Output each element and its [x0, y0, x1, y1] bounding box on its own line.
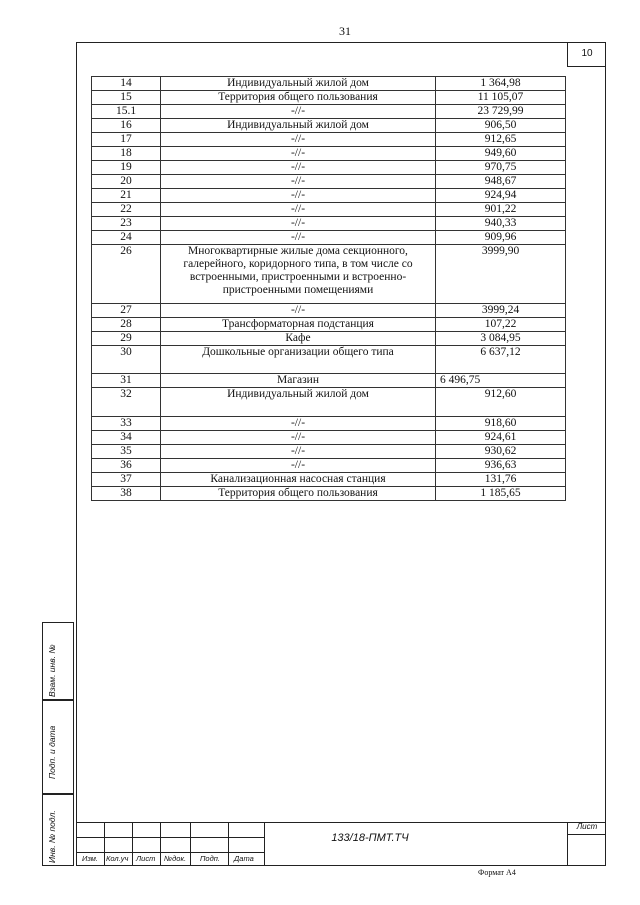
- side-label-vzam-inv: Взам. инв. №: [47, 644, 57, 697]
- row-name: -//-: [161, 105, 436, 119]
- table-row: [92, 175, 566, 189]
- row-number: 28: [92, 318, 161, 332]
- row-area: 940,33: [436, 217, 566, 231]
- row-name: Индивидуальный жилой дом: [161, 77, 436, 91]
- row-name: -//-: [161, 431, 436, 445]
- row-name: -//-: [161, 203, 436, 217]
- table-row: [92, 459, 566, 473]
- row-area: 107,22: [436, 318, 566, 332]
- side-label-inv-podl: Инв. № подл.: [47, 810, 57, 863]
- row-number: 27: [92, 304, 161, 318]
- row-number: 29: [92, 332, 161, 346]
- table-row: [92, 487, 566, 501]
- col-izm-label: Изм.: [82, 854, 98, 863]
- row-area: 3999,90: [436, 245, 566, 304]
- row-area: 924,94: [436, 189, 566, 203]
- row-number: 17: [92, 133, 161, 147]
- row-name: -//-: [161, 175, 436, 189]
- table-row: [92, 217, 566, 231]
- table-row: [92, 231, 566, 245]
- row-number: 21: [92, 189, 161, 203]
- row-number: 15.1: [92, 105, 161, 119]
- row-number: 18: [92, 147, 161, 161]
- document-code: 133/18-ПМТ.ТЧ: [331, 832, 409, 844]
- row-area: 1 185,65: [436, 487, 566, 501]
- row-name: Магазин: [161, 374, 436, 388]
- row-name: Территория общего пользования: [161, 487, 436, 501]
- col-list-label: Лист: [136, 854, 156, 863]
- row-name: Индивидуальный жилой дом: [161, 388, 436, 417]
- row-area: 948,67: [436, 175, 566, 189]
- row-name: Многоквартирные жилые дома секционного, галерейного, коридорного типа, в том числе со встроенными, пристроенными и встроенно-пристроенными помещениями: [161, 245, 436, 304]
- table-row: [92, 133, 566, 147]
- row-name: Трансформаторная подстанция: [161, 318, 436, 332]
- row-name: -//-: [161, 161, 436, 175]
- table-row: [92, 318, 566, 332]
- page-number: 31: [339, 24, 351, 38]
- col-podp-label: Подп.: [200, 854, 220, 863]
- row-area: 909,96: [436, 231, 566, 245]
- table-row: [92, 91, 566, 105]
- col-ndok-label: №док.: [164, 854, 187, 863]
- row-area: 3 084,95: [436, 332, 566, 346]
- area-table: [91, 76, 566, 501]
- row-number: 19: [92, 161, 161, 175]
- row-area: 11 105,07: [436, 91, 566, 105]
- table-row: [92, 374, 566, 388]
- row-area: 912,65: [436, 133, 566, 147]
- row-area: 924,61: [436, 431, 566, 445]
- row-number: 30: [92, 346, 161, 374]
- row-number: 32: [92, 388, 161, 417]
- table-row: [92, 445, 566, 459]
- row-area: 936,63: [436, 459, 566, 473]
- table-row: [92, 105, 566, 119]
- row-number: 35: [92, 445, 161, 459]
- row-name: Индивидуальный жилой дом: [161, 119, 436, 133]
- table-row: [92, 388, 566, 417]
- row-name: -//-: [161, 417, 436, 431]
- format-label: Формат А4: [478, 868, 516, 877]
- row-name: -//-: [161, 147, 436, 161]
- row-name: Дошкольные организации общего типа: [161, 346, 436, 374]
- table-row: [92, 189, 566, 203]
- table-row: [92, 473, 566, 487]
- row-number: 38: [92, 487, 161, 501]
- row-area: 3999,24: [436, 304, 566, 318]
- row-area: 930,62: [436, 445, 566, 459]
- row-area: 131,76: [436, 473, 566, 487]
- table-row: [92, 304, 566, 318]
- row-number: 22: [92, 203, 161, 217]
- table-row: [92, 332, 566, 346]
- list-label: Лист: [576, 822, 598, 831]
- row-number: 36: [92, 459, 161, 473]
- row-area: 912,60: [436, 388, 566, 417]
- row-number: 31: [92, 374, 161, 388]
- row-number: 14: [92, 77, 161, 91]
- row-name: -//-: [161, 231, 436, 245]
- table-row: [92, 245, 566, 304]
- title-block: [76, 822, 606, 866]
- row-name: -//-: [161, 459, 436, 473]
- row-number: 20: [92, 175, 161, 189]
- table-row: [92, 77, 566, 91]
- row-number: 16: [92, 119, 161, 133]
- row-area: 6 637,12: [436, 346, 566, 374]
- side-label-podp-data: Подп. и дата: [47, 725, 57, 779]
- table-row: [92, 119, 566, 133]
- row-number: 23: [92, 217, 161, 231]
- row-number: 34: [92, 431, 161, 445]
- row-number: 26: [92, 245, 161, 304]
- row-name: Кафе: [161, 332, 436, 346]
- row-area: 906,50: [436, 119, 566, 133]
- side-box-vzam-inv: [42, 622, 74, 700]
- list-box: [567, 822, 606, 866]
- side-box-inv-podl: [42, 794, 74, 866]
- col-kol-label: Кол.уч: [106, 854, 129, 863]
- row-name: Канализационная насосная станция: [161, 473, 436, 487]
- table-row: [92, 203, 566, 217]
- sheet-number: 10: [567, 42, 606, 67]
- row-name: Территория общего пользования: [161, 91, 436, 105]
- row-area: 23 729,99: [436, 105, 566, 119]
- table-row: [92, 417, 566, 431]
- row-area: 6 496,75: [436, 374, 566, 388]
- row-area: 1 364,98: [436, 77, 566, 91]
- title-block-grid: [76, 823, 264, 866]
- row-area: 901,22: [436, 203, 566, 217]
- table-row: [92, 147, 566, 161]
- row-number: 33: [92, 417, 161, 431]
- table-row: [92, 431, 566, 445]
- row-number: 15: [92, 91, 161, 105]
- table-row: [92, 161, 566, 175]
- row-area: 949,60: [436, 147, 566, 161]
- row-number: 37: [92, 473, 161, 487]
- row-name: -//-: [161, 445, 436, 459]
- row-area: 918,60: [436, 417, 566, 431]
- side-box-podp-data: [42, 700, 74, 794]
- row-name: -//-: [161, 217, 436, 231]
- table-row: [92, 346, 566, 374]
- col-data-label: Дата: [234, 854, 254, 863]
- row-name: -//-: [161, 304, 436, 318]
- row-number: 24: [92, 231, 161, 245]
- row-name: -//-: [161, 133, 436, 147]
- row-name: -//-: [161, 189, 436, 203]
- row-area: 970,75: [436, 161, 566, 175]
